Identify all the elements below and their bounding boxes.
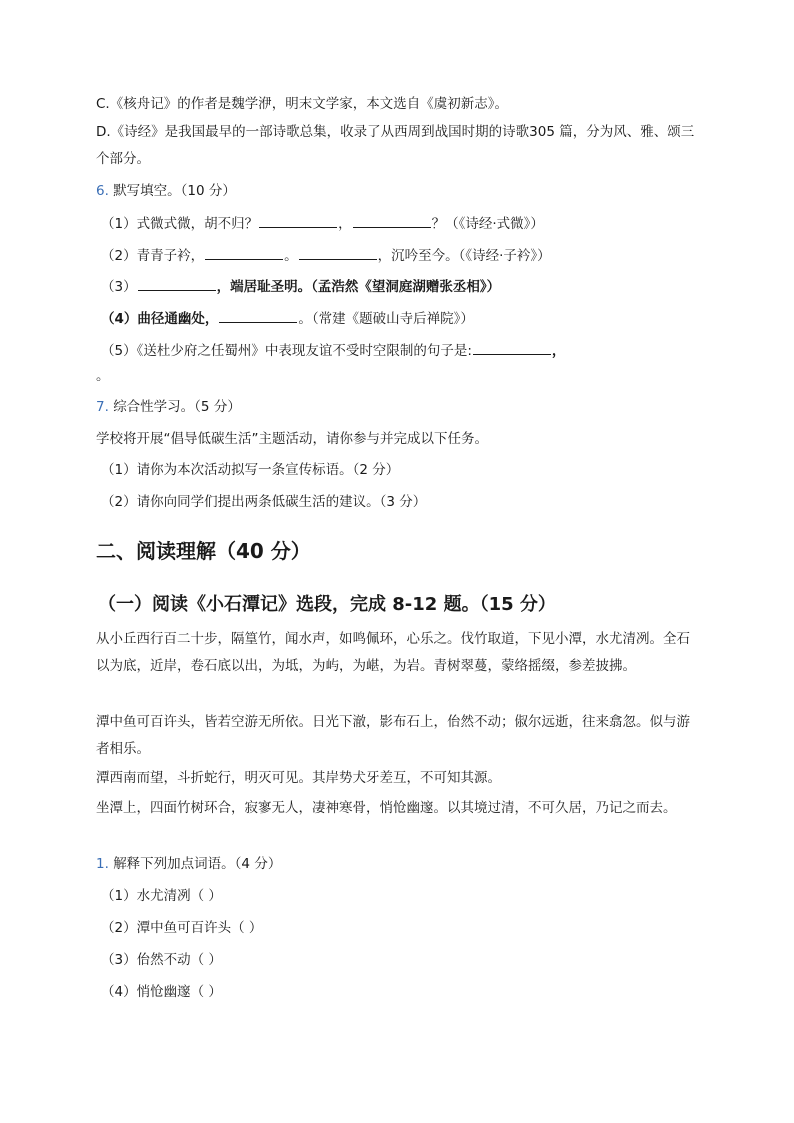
item-text: （4）曲径通幽处， (101, 311, 219, 327)
q6-item-2 (101, 246, 698, 266)
fill-blank[interactable] (299, 246, 377, 260)
fill-blank[interactable] (205, 246, 283, 260)
question-title: 默写填空。（10 分） (113, 183, 236, 199)
option-d: D.《诗经》是我国最早的一部诗歌总集，收录了从西周到战国时期的诗歌305 篇，分为风、雅、颂三个部分。 (96, 124, 695, 167)
option-c: C.《核舟记》的作者是魏学洢，明末文学家，本文选自《虞初新志》。 (96, 96, 508, 112)
question-number: 1. (96, 856, 109, 872)
passage-paragraph-1: 从小丘西行百二十步，隔篁竹，闻水声，如鸣佩环，心乐之。伐竹取道，下见小潭，水尤清冽。全石以为底，近岸，卷石底以出，为坻，为屿，为嵁，为岩。青树翠蔓，蒙络摇缀，参差披拂。 (96, 631, 690, 674)
q7-item-2: （2）请你向同学们提出两条低碳生活的建议。（3 分） (101, 494, 427, 510)
question-number: 7. (96, 399, 109, 415)
item-text: ，沉吟至今。（《诗经·子衿》） (377, 248, 551, 264)
item-text: 。（常建《题破山寺后禅院》） (298, 311, 474, 327)
question-title: 综合性学习。（5 分） (113, 399, 241, 415)
item-text: ， (551, 343, 566, 359)
fill-blank[interactable] (353, 214, 431, 228)
fill-blank[interactable] (138, 277, 216, 291)
question-title: 解释下列加点词语。（4 分） (113, 856, 282, 872)
item-text: ，端居耻圣明。（孟浩然《望洞庭湖赠张丞相》） (216, 279, 501, 295)
question-7-title (96, 397, 698, 417)
item-text: ， (338, 216, 352, 232)
fill-blank[interactable] (473, 341, 551, 355)
passage-paragraph-4: 坐潭上，四面竹树环合，寂寥无人，凄神寒骨，悄怆幽邃。以其境过清，不可久居，乃记之而去。 (96, 800, 677, 816)
fill-blank[interactable] (219, 309, 297, 323)
item-text: 。 (284, 248, 298, 264)
question-number: 6. (96, 183, 109, 199)
rq1-item-1: （1）水尤清冽（ ） (101, 888, 222, 904)
question-6-title (96, 181, 698, 201)
section-heading: 二、阅读理解（40 分） (96, 539, 311, 563)
item-text: （3） (101, 279, 137, 295)
subsection-heading: （一）阅读《小石潭记》选段，完成 8-12 题。（15 分） (98, 594, 556, 615)
reading-question-1-title (96, 854, 698, 874)
q6-item-4 (101, 309, 698, 329)
q6-item-1 (101, 214, 698, 234)
q6-item-5-end: 。 (96, 368, 110, 384)
rq1-item-3: （3）佁然不动（ ） (101, 952, 222, 968)
item-text: （1）式微式微，胡不归？ (101, 216, 259, 232)
item-text: （5）《送杜少府之任蜀州》中表现友谊不受时空限制的句子是: (101, 343, 472, 359)
passage-paragraph-2: 潭中鱼可百许头，皆若空游无所依。日光下澈，影布石上，佁然不动；俶尔远逝，往来翕忽。似与游者相乐。 (96, 714, 690, 757)
item-text: ？（《诗经·式微》） (431, 216, 544, 232)
passage-paragraph-3: 潭西南而望，斗折蛇行，明灭可见。其岸势犬牙差互，不可知其源。 (96, 770, 501, 786)
q6-item-5 (101, 341, 698, 361)
q7-item-1: （1）请你为本次活动拟写一条宣传标语。（2 分） (101, 462, 400, 478)
q6-item-3 (101, 277, 698, 297)
fill-blank[interactable] (259, 214, 337, 228)
rq1-item-4: （4）悄怆幽邃（ ） (101, 984, 222, 1000)
item-text: （2）青青子衿， (101, 248, 205, 264)
rq1-item-2: （2）潭中鱼可百许头（ ） (101, 920, 263, 936)
q7-intro: 学校将开展“倡导低碳生活”主题活动，请你参与并完成以下任务。 (96, 431, 488, 447)
